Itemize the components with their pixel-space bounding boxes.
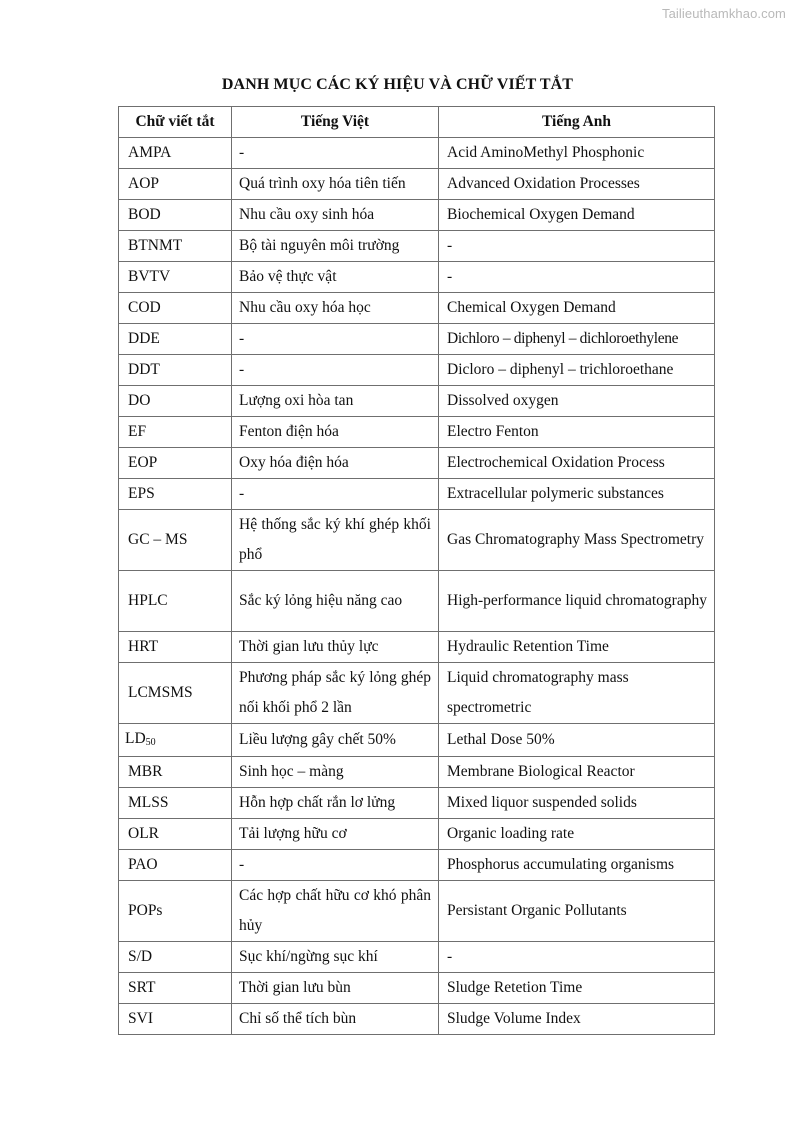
cell-vietnamese: Hỗn hợp chất rắn lơ lửng bbox=[232, 788, 439, 819]
cell-english: High-performance liquid chromatography bbox=[439, 571, 715, 632]
table-row bbox=[119, 788, 715, 819]
cell-abbreviation: COD bbox=[119, 293, 232, 324]
cell-abbreviation: SRT bbox=[119, 973, 232, 1004]
cell-vietnamese: Chỉ số thể tích bùn bbox=[232, 1004, 439, 1035]
table-row bbox=[119, 138, 715, 169]
cell-vietnamese: Quá trình oxy hóa tiên tiến bbox=[232, 169, 439, 200]
table-row bbox=[119, 881, 715, 942]
table-row bbox=[119, 448, 715, 479]
cell-english: Electro Fenton bbox=[439, 417, 715, 448]
cell-abbreviation: GC – MS bbox=[119, 510, 232, 571]
table-row bbox=[119, 1004, 715, 1035]
table-row bbox=[119, 757, 715, 788]
header-english: Tiếng Anh bbox=[439, 107, 715, 138]
cell-abbreviation-subscript: 50 bbox=[145, 737, 156, 748]
cell-english: Dichloro – diphenyl – dichloroethylene bbox=[439, 324, 715, 355]
watermark: Tailieuthamkhao.com bbox=[661, 6, 786, 21]
cell-vietnamese: Liều lượng gây chết 50% bbox=[232, 724, 439, 757]
abbreviation-table bbox=[118, 106, 715, 1035]
table-header-row bbox=[119, 107, 715, 138]
cell-vietnamese: Sục khí/ngừng sục khí bbox=[232, 942, 439, 973]
cell-english: - bbox=[439, 942, 715, 973]
table-row bbox=[119, 724, 715, 757]
cell-abbreviation: HPLC bbox=[119, 571, 232, 632]
cell-english: - bbox=[439, 231, 715, 262]
cell-abbreviation: DO bbox=[119, 386, 232, 417]
cell-vietnamese: Lượng oxi hòa tan bbox=[232, 386, 439, 417]
table-row bbox=[119, 571, 715, 632]
cell-abbreviation: SVI bbox=[119, 1004, 232, 1035]
table-row bbox=[119, 663, 715, 724]
cell-vietnamese: Các hợp chất hữu cơ khó phân hủy bbox=[232, 881, 439, 942]
cell-abbreviation: AMPA bbox=[119, 138, 232, 169]
cell-abbreviation: BOD bbox=[119, 200, 232, 231]
cell-vietnamese: Bảo vệ thực vật bbox=[232, 262, 439, 293]
cell-abbreviation bbox=[119, 724, 232, 757]
table-row bbox=[119, 355, 715, 386]
cell-vietnamese: Nhu cầu oxy sinh hóa bbox=[232, 200, 439, 231]
table-row bbox=[119, 632, 715, 663]
cell-vietnamese: Thời gian lưu bùn bbox=[232, 973, 439, 1004]
cell-vietnamese: Thời gian lưu thủy lực bbox=[232, 632, 439, 663]
cell-vietnamese: - bbox=[232, 324, 439, 355]
cell-vietnamese: Tải lượng hữu cơ bbox=[232, 819, 439, 850]
cell-vietnamese: Sinh học – màng bbox=[232, 757, 439, 788]
cell-english: Hydraulic Retention Time bbox=[439, 632, 715, 663]
cell-english: Mixed liquor suspended solids bbox=[439, 788, 715, 819]
table-row bbox=[119, 293, 715, 324]
cell-english: Phosphorus accumulating organisms bbox=[439, 850, 715, 881]
cell-english: Extracellular polymeric substances bbox=[439, 479, 715, 510]
header-vietnamese: Tiếng Việt bbox=[232, 107, 439, 138]
table-row bbox=[119, 850, 715, 881]
table-row bbox=[119, 231, 715, 262]
table-row bbox=[119, 510, 715, 571]
cell-vietnamese: - bbox=[232, 850, 439, 881]
cell-english: Gas Chromatography Mass Spectrometry bbox=[439, 510, 715, 571]
page-title: DANH MỤC CÁC KÝ HIỆU VÀ CHỮ VIẾT TẮT bbox=[221, 76, 574, 93]
cell-abbreviation: OLR bbox=[119, 819, 232, 850]
cell-abbreviation: DDT bbox=[119, 355, 232, 386]
cell-vietnamese: Bộ tài nguyên môi trường bbox=[232, 231, 439, 262]
cell-english: Electrochemical Oxidation Process bbox=[439, 448, 715, 479]
cell-vietnamese: Nhu cầu oxy hóa học bbox=[232, 293, 439, 324]
cell-english: Lethal Dose 50% bbox=[439, 724, 715, 757]
table-row bbox=[119, 262, 715, 293]
cell-vietnamese: - bbox=[232, 355, 439, 386]
cell-vietnamese: - bbox=[232, 138, 439, 169]
cell-english: Biochemical Oxygen Demand bbox=[439, 200, 715, 231]
table-row bbox=[119, 386, 715, 417]
cell-abbreviation: MBR bbox=[119, 757, 232, 788]
cell-english: - bbox=[439, 262, 715, 293]
cell-english: Chemical Oxygen Demand bbox=[439, 293, 715, 324]
cell-english: Sludge Retetion Time bbox=[439, 973, 715, 1004]
table-row bbox=[119, 819, 715, 850]
cell-vietnamese: - bbox=[232, 479, 439, 510]
table-row bbox=[119, 417, 715, 448]
cell-abbreviation: BVTV bbox=[119, 262, 232, 293]
cell-english: Membrane Biological Reactor bbox=[439, 757, 715, 788]
cell-english: Dicloro – diphenyl – trichloroethane bbox=[439, 355, 715, 386]
table-row bbox=[119, 942, 715, 973]
cell-abbreviation: DDE bbox=[119, 324, 232, 355]
cell-vietnamese: Sắc ký lỏng hiệu năng cao bbox=[232, 571, 439, 632]
cell-english: Advanced Oxidation Processes bbox=[439, 169, 715, 200]
table-row bbox=[119, 479, 715, 510]
cell-abbreviation: EOP bbox=[119, 448, 232, 479]
cell-english: Sludge Volume Index bbox=[439, 1004, 715, 1035]
cell-abbreviation-text: LD bbox=[125, 730, 146, 747]
cell-vietnamese: Phương pháp sắc ký lỏng ghép nối khối phổ 2 lần bbox=[232, 663, 439, 724]
cell-english: Liquid chromatography mass spectrometric bbox=[439, 663, 715, 724]
header-abbreviation: Chữ viết tắt bbox=[119, 107, 232, 138]
cell-abbreviation: PAO bbox=[119, 850, 232, 881]
cell-vietnamese: Fenton điện hóa bbox=[232, 417, 439, 448]
table-row bbox=[119, 169, 715, 200]
cell-abbreviation: BTNMT bbox=[119, 231, 232, 262]
table-row bbox=[119, 324, 715, 355]
cell-english: Acid AminoMethyl Phosphonic bbox=[439, 138, 715, 169]
cell-vietnamese: Oxy hóa điện hóa bbox=[232, 448, 439, 479]
cell-abbreviation: POPs bbox=[119, 881, 232, 942]
cell-english: Organic loading rate bbox=[439, 819, 715, 850]
cell-abbreviation: AOP bbox=[119, 169, 232, 200]
cell-abbreviation: EF bbox=[119, 417, 232, 448]
cell-abbreviation: EPS bbox=[119, 479, 232, 510]
cell-abbreviation: MLSS bbox=[119, 788, 232, 819]
cell-vietnamese: Hệ thống sắc ký khí ghép khối phổ bbox=[232, 510, 439, 571]
cell-abbreviation: HRT bbox=[119, 632, 232, 663]
cell-abbreviation: LCMSMS bbox=[119, 663, 232, 724]
table-row bbox=[119, 973, 715, 1004]
cell-english: Dissolved oxygen bbox=[439, 386, 715, 417]
cell-english: Persistant Organic Pollutants bbox=[439, 881, 715, 942]
cell-abbreviation: S/D bbox=[119, 942, 232, 973]
table-row bbox=[119, 200, 715, 231]
